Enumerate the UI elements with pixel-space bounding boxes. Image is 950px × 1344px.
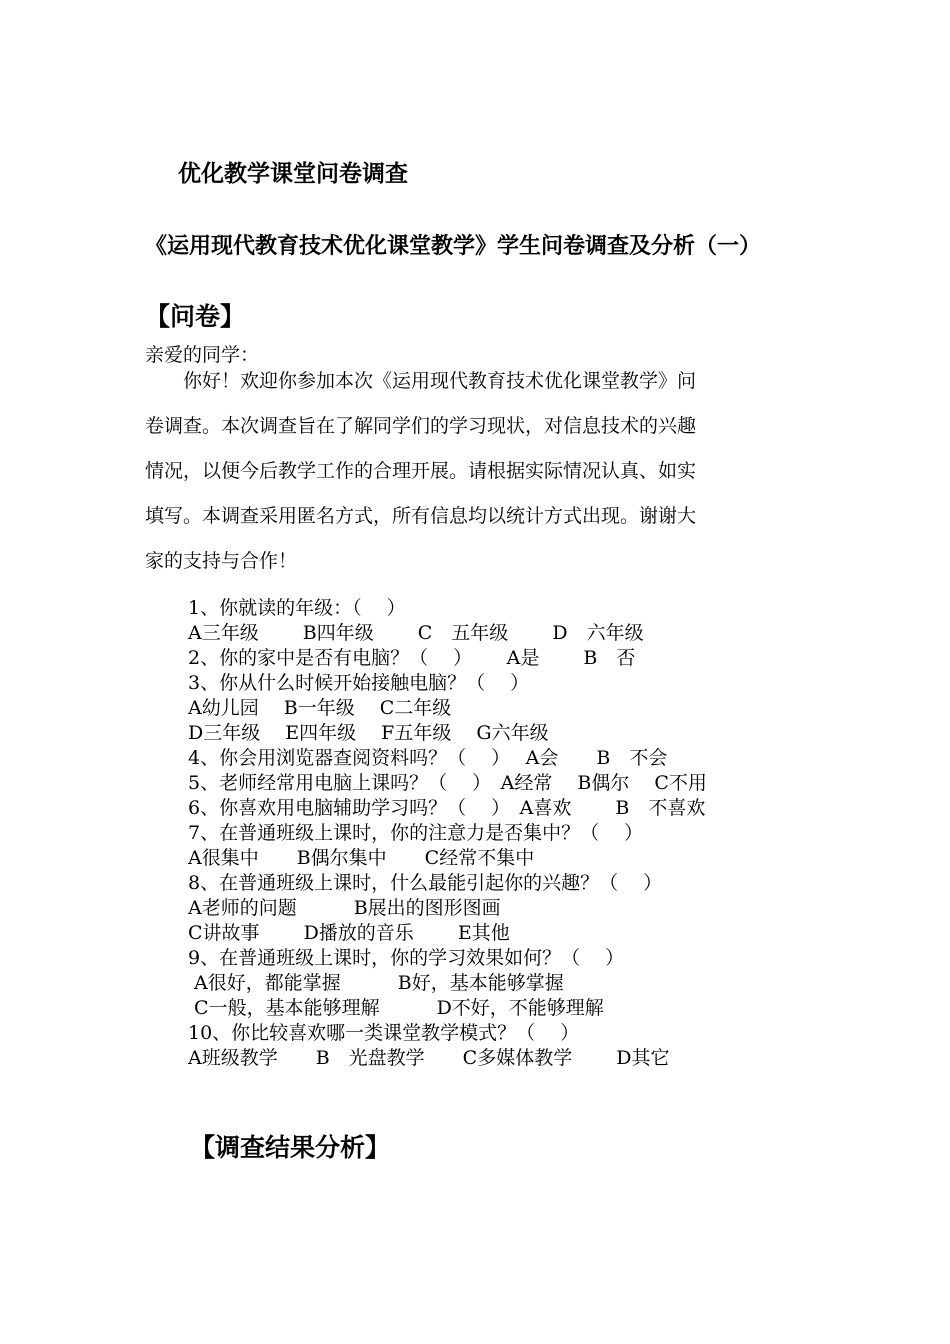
question-line: A很好，都能掌握 B好，基本能够掌握 (188, 972, 564, 994)
question-line: 4、你会用浏览器查阅资料吗？（ ） A会 B 不会 (188, 747, 668, 769)
intro-line: 填写。本调查采用匿名方式，所有信息均以统计方式出现。谢谢大 (145, 505, 697, 527)
section-heading-results: 【调查结果分析】 (190, 1133, 391, 1162)
question-line: 8、在普通班级上课时，什么最能引起你的兴趣？（ ） (188, 872, 663, 894)
intro-line: 卷调查。本次调查旨在了解同学们的学习现状，对信息技术的兴趣 (145, 415, 697, 437)
question-line: 3、你从什么时候开始接触电脑？（ ） (188, 672, 530, 694)
intro-line: 家的支持与合作！ (145, 550, 298, 572)
question-line: C讲故事 D播放的音乐 E其他 (188, 922, 510, 944)
section-heading-questionnaire: 【问卷】 (145, 302, 246, 331)
question-line: 6、你喜欢用电脑辅助学习吗？（ ） A喜欢 B 不喜欢 (188, 797, 706, 819)
question-line: 1、你就读的年级：（ ） (188, 597, 406, 619)
page-subtitle: 《运用现代教育技术优化课堂教学》学生问卷调查及分析（一） (145, 233, 762, 259)
question-line: D三年级 E四年级 F五年级 G六年级 (188, 722, 549, 744)
question-line: A三年级 B四年级 C 五年级 D 六年级 (188, 622, 644, 644)
question-line: 9、在普通班级上课时，你的学习效果如何？（ ） (188, 947, 625, 969)
question-line: 7、在普通班级上课时，你的注意力是否集中？（ ） (188, 822, 644, 844)
question-line: A老师的问题 B展出的图形图画 (188, 897, 501, 919)
question-line: A幼儿园 B一年级 C二年级 (188, 697, 452, 719)
question-line: 5、老师经常用电脑上课吗？（ ） A经常 B偶尔 C不用 (188, 772, 707, 794)
question-line: A很集中 B偶尔集中 C经常不集中 (188, 847, 535, 869)
intro-line: 情况，以便今后教学工作的合理开展。请根据实际情况认真、如实 (145, 460, 697, 482)
greeting: 亲爱的同学： (145, 344, 260, 366)
page-title: 优化教学课堂问卷调查 (178, 160, 408, 187)
question-line: C一般，基本能够理解 D不好，不能够理解 (188, 997, 604, 1019)
question-line: A班级教学 B 光盘教学 C多媒体教学 D其它 (188, 1047, 670, 1069)
question-line: 2、你的家中是否有电脑？（ ） A是 B 否 (188, 647, 636, 669)
intro-line: 你好！欢迎你参加本次《运用现代教育技术优化课堂教学》问 (145, 370, 697, 392)
question-line: 10、你比较喜欢哪一类课堂教学模式？（ ） (188, 1022, 580, 1044)
